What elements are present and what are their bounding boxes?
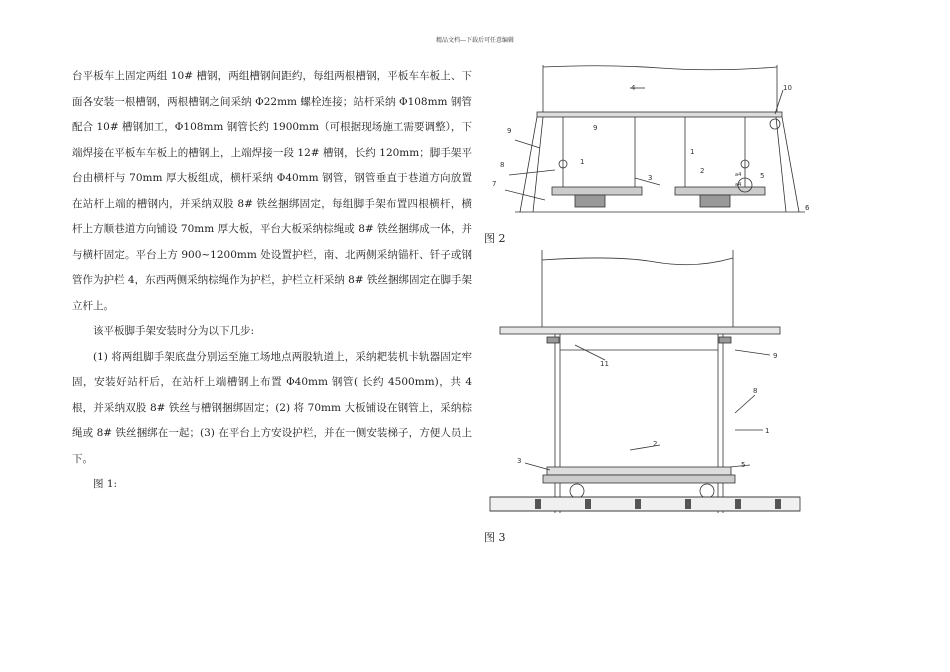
figure-2-caption: 图 2 (484, 232, 506, 245)
figure-3-caption: 图 3 (484, 531, 506, 544)
fig3-label-11: 11 (600, 360, 609, 368)
paragraph-3: (1) 将两组脚手架底盘分别运至施工场地点两股轨道上，采纳耙装机卡轨器固定牢固，安装好站杆后，在站杆上端槽钢上布置 Φ40mm 钢管( 长约 4500mm)，共 4 根，并采纳双股 8# 铁丝与槽钢捆绑固定；(2) 将 70mm 大板铺设在钢管上，采纳棕绳或 8# 铁丝捆绑在一起；(3) 在平台上方安设护栏，并在一侧安装梯子，方便人员上下。 (72, 350, 472, 465)
fig2-label-1b: 1 (690, 148, 695, 156)
fig2-label-9b: 9 (593, 124, 598, 132)
fig3-label-2: 2 (653, 440, 658, 448)
fig2-label-10: 10 (783, 84, 792, 92)
figure-2-drawing (485, 60, 815, 220)
fig2-label-9a: 9 (507, 127, 512, 135)
page-header: 精品文档---下载后可任意编辑 (435, 37, 515, 44)
fig2-label-4: 4 (631, 84, 636, 92)
paragraph-2: 该平板脚手架安装时分为以下几步: (93, 325, 255, 337)
paragraph-4: 图 1: (93, 478, 118, 490)
fig3-label-5: 5 (741, 461, 746, 469)
fig3-label-3: 3 (517, 457, 522, 465)
fig2-label-7: 7 (492, 180, 497, 188)
fig2-label-5: 5 (760, 172, 765, 180)
fig2-label-2: 2 (700, 167, 705, 175)
fig3-label-9: 9 (773, 352, 778, 360)
figure-3-drawing (485, 245, 810, 525)
fig2-label-6: 6 (805, 204, 810, 212)
fig2-label-3: 3 (648, 174, 653, 182)
fig2-label-8: 8 (500, 161, 505, 169)
paragraph-1: 台平板车上固定两组 10# 槽钢，两组槽钢间距约，每组两根槽钢，平板车车板上、下面各安装一根槽钢，两根槽钢之间采纳 Φ22mm 螺栓连接；站杆采纳 Φ108mm 钢管配合 10# 槽钢加工，Φ108mm 钢管长约 1900mm（可根据现场施工需要调整），下端焊接在平板车车板上的槽钢上，上端焊接一段 12# 槽钢，长约 120mm；脚手架平台由横杆与 70mm 厚大板组成，横杆采纳 Φ40mm 钢管，钢管垂直于巷道方向放置在站杆上端的槽钢内，并采纳双股 8# 铁丝捆绑固定，每组脚手架布置四根横杆，横杆上方顺巷道方向铺设 70mm 厚大板，平台大板采纳棕绳或 8# 铁丝捆绑成一体，并与横杆固定。平台上方 900~1200mm 处设置护栏，南、北两侧采纳锚杆、钎子或钢管作为护栏 4，东西两侧采纳棕绳作为护栏，护栏立杆采纳 8# 铁丝捆绑固定在脚手架立杆上。 (72, 70, 472, 312)
fig2-label-a4b: a4 (735, 182, 742, 188)
body-text (72, 64, 472, 498)
fig3-label-1: 1 (765, 427, 770, 435)
fig2-label-a4a: a4 (735, 172, 742, 178)
fig2-label-1a: 1 (580, 158, 585, 166)
fig3-label-8: 8 (753, 387, 758, 395)
